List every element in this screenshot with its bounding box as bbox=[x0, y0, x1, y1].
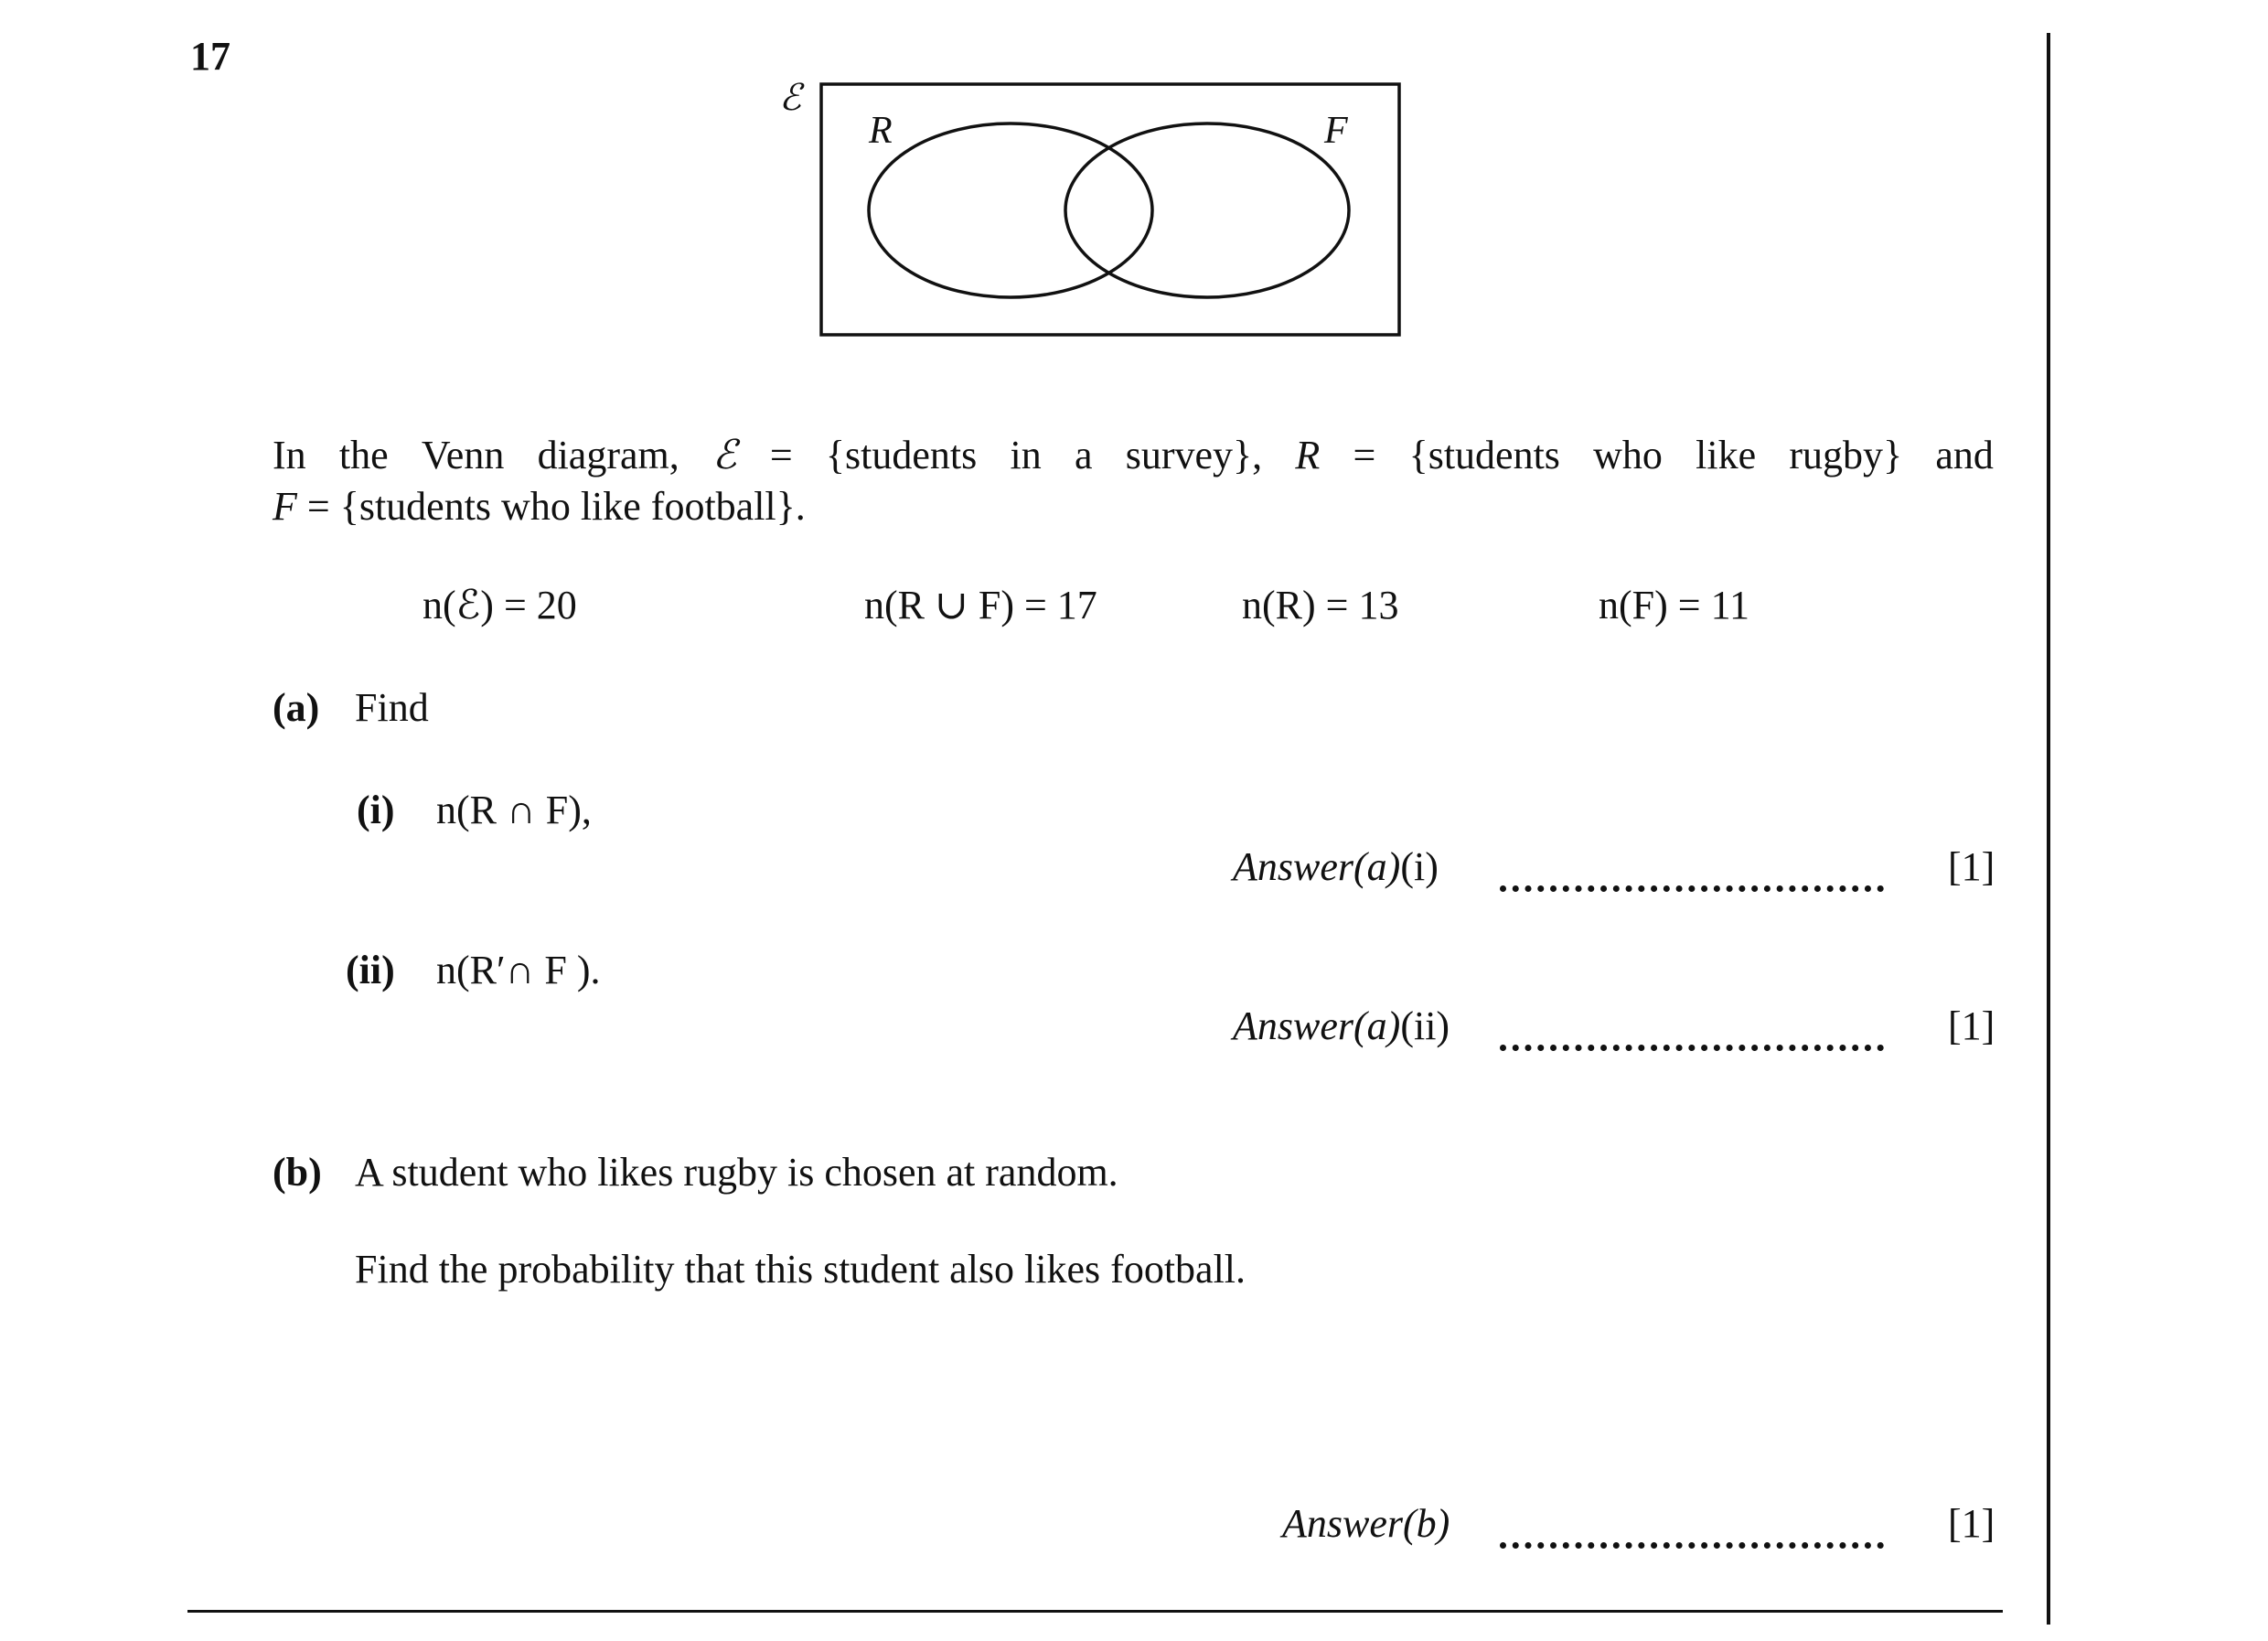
stem-word: = bbox=[1353, 433, 1376, 477]
answer-a-i-marks: [1] bbox=[1948, 844, 1995, 889]
set-r-ellipse bbox=[869, 123, 1152, 297]
given-n-universal: n(ℰ) = 20 bbox=[423, 583, 577, 627]
part-a-i-label: (i) bbox=[357, 788, 395, 832]
answer-b-field[interactable] bbox=[1500, 1542, 1884, 1549]
answer-a-i-label-suffix: (i) bbox=[1400, 844, 1439, 889]
stem-word: in bbox=[1010, 433, 1042, 477]
stem-word: who bbox=[1593, 433, 1663, 477]
stem-word: rugby} bbox=[1789, 433, 1903, 477]
universal-set-symbol: ℰ bbox=[779, 77, 802, 118]
part-a-text: Find bbox=[355, 685, 429, 730]
bottom-rule bbox=[187, 1610, 2003, 1613]
stem-line-2 bbox=[273, 481, 1994, 532]
part-a-label: (a) bbox=[273, 685, 320, 730]
stem-line-1 bbox=[273, 430, 1994, 481]
answer-b-marks: [1] bbox=[1948, 1501, 1995, 1546]
answer-b-label-italic: Answer(b) bbox=[1282, 1501, 1450, 1546]
answer-a-i-label bbox=[1233, 843, 1439, 890]
question-stem bbox=[273, 430, 1994, 532]
stem-word: survey}, bbox=[1125, 433, 1263, 477]
answer-a-ii-marks: [1] bbox=[1948, 1003, 1995, 1048]
given-n-r: n(R) = 13 bbox=[1242, 583, 1399, 627]
set-f-label: F bbox=[1324, 110, 1348, 152]
answer-a-ii-label-suffix: (ii) bbox=[1400, 1003, 1450, 1048]
stem-word: Venn bbox=[421, 433, 505, 477]
answer-a-i-label-italic: Answer(a) bbox=[1233, 844, 1401, 889]
stem-word: {students bbox=[825, 433, 978, 477]
answer-a-ii-label bbox=[1233, 1003, 1450, 1049]
right-margin-rule bbox=[2047, 33, 2050, 1625]
part-a-ii-label: (ii) bbox=[346, 948, 395, 992]
stem-set-f: F bbox=[273, 484, 297, 529]
stem-set-f-definition: = {students who like football}. bbox=[296, 484, 806, 529]
part-b-text-2: Find the probability that this student also likes football. bbox=[355, 1247, 1246, 1292]
universal-set-rectangle bbox=[821, 84, 1399, 335]
stem-word: the bbox=[338, 433, 389, 477]
stem-word: diagram, bbox=[537, 433, 679, 477]
stem-word: a bbox=[1074, 433, 1093, 477]
stem-word: = bbox=[769, 433, 793, 477]
stem-word: R bbox=[1295, 433, 1321, 477]
part-a-ii-expression: n(R′∩ F ). bbox=[436, 948, 601, 992]
given-n-union: n(R ∪ F) = 17 bbox=[864, 583, 1097, 627]
stem-word: like bbox=[1696, 433, 1757, 477]
set-f-ellipse bbox=[1065, 123, 1349, 297]
answer-a-ii-label-italic: Answer(a) bbox=[1233, 1003, 1401, 1048]
stem-word: and bbox=[1935, 433, 1994, 477]
part-a-i-expression: n(R ∩ F), bbox=[436, 788, 592, 832]
stem-word: In bbox=[273, 433, 306, 477]
answer-a-ii-field[interactable] bbox=[1500, 1045, 1884, 1051]
venn-diagram bbox=[750, 64, 1427, 348]
part-b-text-1: A student who likes rugby is chosen at random. bbox=[355, 1150, 1118, 1195]
question-number: 17 bbox=[190, 34, 230, 79]
set-r-label: R bbox=[869, 110, 893, 152]
stem-word: ℰ bbox=[711, 433, 737, 477]
answer-b-label bbox=[1282, 1500, 1450, 1547]
given-n-f: n(F) = 11 bbox=[1599, 583, 1749, 627]
stem-word: {students bbox=[1408, 433, 1560, 477]
part-b-label: (b) bbox=[273, 1150, 322, 1195]
answer-a-i-field[interactable] bbox=[1500, 885, 1884, 892]
